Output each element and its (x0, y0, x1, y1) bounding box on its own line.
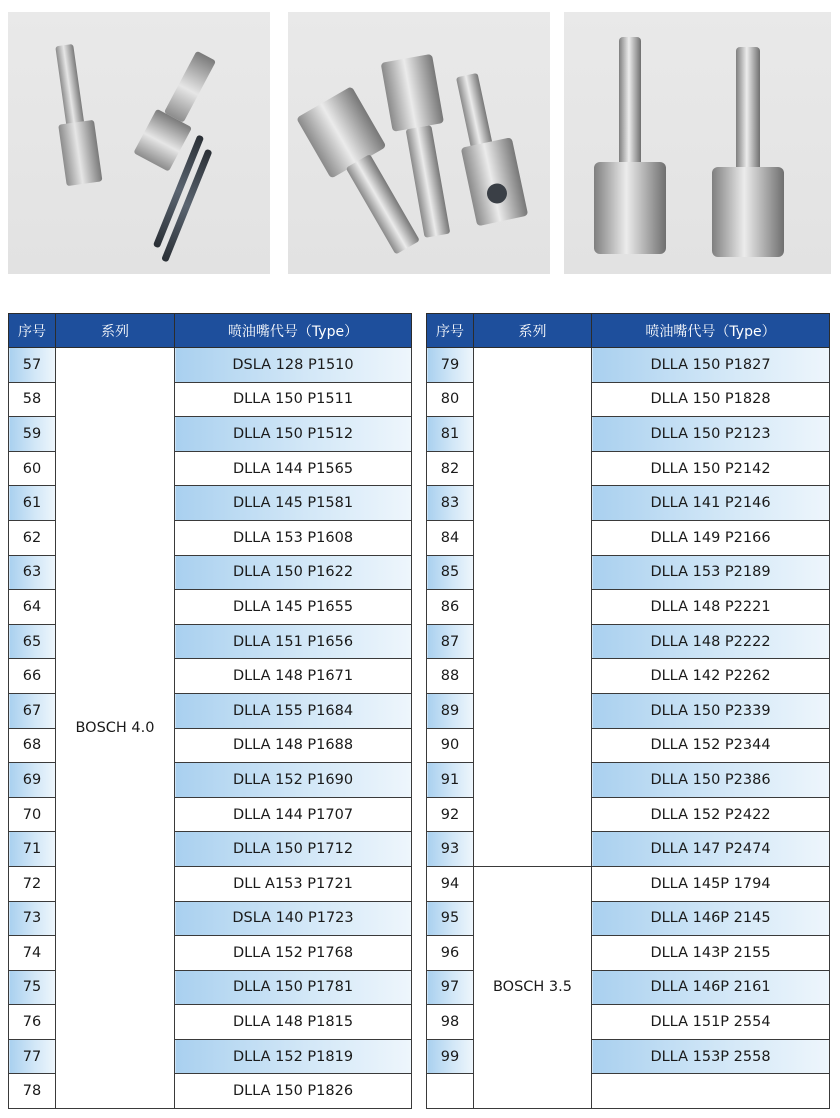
row-number: 98 (427, 1005, 474, 1040)
nozzle-type: DLLA 150 P1712 (175, 832, 412, 867)
row-number: 95 (427, 901, 474, 936)
nozzle-type: DLLA 155 P1684 (175, 693, 412, 728)
table-header-row (427, 314, 830, 348)
row-number: 67 (9, 693, 56, 728)
row-number: 78 (9, 1074, 56, 1109)
series-cell: BOSCH 4.0 (56, 348, 175, 1109)
row-number: 97 (427, 970, 474, 1005)
row-number: 92 (427, 797, 474, 832)
nozzle-illustration (288, 12, 550, 274)
table-row (427, 866, 830, 901)
product-photo-1 (8, 12, 270, 274)
row-number: 63 (9, 555, 56, 590)
nozzle-table-left (8, 313, 412, 1109)
row-number: 69 (9, 763, 56, 798)
nozzle-type: DLLA 148 P2222 (592, 624, 830, 659)
row-number: 88 (427, 659, 474, 694)
nozzle-type: DLLA 146P 2161 (592, 970, 830, 1005)
nozzle-type: DLLA 148 P1688 (175, 728, 412, 763)
row-number: 83 (427, 486, 474, 521)
row-number: 86 (427, 590, 474, 625)
nozzle-type: DLLA 150 P2386 (592, 763, 830, 798)
nozzle-type: DLLA 151P 2554 (592, 1005, 830, 1040)
nozzle-type: DLLA 152 P1819 (175, 1039, 412, 1074)
empty-cell (427, 1074, 474, 1109)
nozzle-table-right (426, 313, 830, 1109)
nozzle-type: DLLA 141 P2146 (592, 486, 830, 521)
nozzle-type: DLLA 150 P1781 (175, 970, 412, 1005)
row-number: 59 (9, 417, 56, 452)
table-row (427, 348, 830, 383)
row-number: 96 (427, 936, 474, 971)
row-number: 82 (427, 451, 474, 486)
row-number: 84 (427, 520, 474, 555)
nozzle-type: DLLA 150 P1827 (592, 348, 830, 383)
nozzle-type: DLLA 150 P1828 (592, 382, 830, 417)
row-number: 60 (9, 451, 56, 486)
header-type: 喷油嘴代号（Type） (592, 314, 830, 348)
nozzle-type: DLLA 142 P2262 (592, 659, 830, 694)
table-row (9, 348, 412, 383)
row-number: 70 (9, 797, 56, 832)
row-number: 77 (9, 1039, 56, 1074)
nozzle-type: DLLA 151 P1656 (175, 624, 412, 659)
row-number: 68 (9, 728, 56, 763)
row-number: 72 (9, 866, 56, 901)
row-number: 65 (9, 624, 56, 659)
nozzle-type: DLLA 152 P1768 (175, 936, 412, 971)
row-number: 80 (427, 382, 474, 417)
nozzle-illustration (564, 12, 831, 274)
nozzle-type: DLLA 145 P1655 (175, 590, 412, 625)
nozzle-type: DLLA 148 P2221 (592, 590, 830, 625)
row-number: 89 (427, 693, 474, 728)
product-photo-3 (564, 12, 831, 274)
nozzle-type: DLL A153 P1721 (175, 866, 412, 901)
nozzle-type: DLLA 145P 1794 (592, 866, 830, 901)
header-series: 系列 (474, 314, 592, 348)
nozzle-type: DLLA 150 P1826 (175, 1074, 412, 1109)
nozzle-type: DLLA 150 P2142 (592, 451, 830, 486)
nozzle-illustration (8, 12, 270, 274)
header-type: 喷油嘴代号（Type） (175, 314, 412, 348)
row-number: 90 (427, 728, 474, 763)
row-number: 81 (427, 417, 474, 452)
row-number: 58 (9, 382, 56, 417)
nozzle-type: DLLA 145 P1581 (175, 486, 412, 521)
row-number: 73 (9, 901, 56, 936)
row-number: 75 (9, 970, 56, 1005)
nozzle-type: DLLA 152 P2344 (592, 728, 830, 763)
row-number: 71 (9, 832, 56, 867)
header-series: 系列 (56, 314, 175, 348)
row-number: 57 (9, 348, 56, 383)
nozzle-type: DLLA 152 P1690 (175, 763, 412, 798)
series-cell-empty (474, 348, 592, 867)
nozzle-type: DLLA 149 P2166 (592, 520, 830, 555)
nozzle-type: DLLA 153 P1608 (175, 520, 412, 555)
nozzle-type: DLLA 152 P2422 (592, 797, 830, 832)
nozzle-type: DLLA 153 P2189 (592, 555, 830, 590)
nozzle-type: DLLA 148 P1815 (175, 1005, 412, 1040)
header-index: 序号 (427, 314, 474, 348)
nozzle-type: DSLA 128 P1510 (175, 348, 412, 383)
header-index: 序号 (9, 314, 56, 348)
row-number: 79 (427, 348, 474, 383)
nozzle-type: DLLA 150 P2339 (592, 693, 830, 728)
nozzle-type: DLLA 144 P1565 (175, 451, 412, 486)
empty-cell (592, 1074, 830, 1109)
nozzle-type: DSLA 140 P1723 (175, 901, 412, 936)
nozzle-type: DLLA 147 P2474 (592, 832, 830, 867)
nozzle-type: DLLA 150 P1512 (175, 417, 412, 452)
row-number: 91 (427, 763, 474, 798)
nozzle-type: DLLA 144 P1707 (175, 797, 412, 832)
row-number: 61 (9, 486, 56, 521)
row-number: 87 (427, 624, 474, 659)
row-number: 66 (9, 659, 56, 694)
row-number: 76 (9, 1005, 56, 1040)
series-cell: BOSCH 3.5 (474, 866, 592, 1108)
nozzle-type: DLLA 150 P1511 (175, 382, 412, 417)
table-header-row (9, 314, 412, 348)
row-number: 99 (427, 1039, 474, 1074)
row-number: 74 (9, 936, 56, 971)
row-number: 62 (9, 520, 56, 555)
nozzle-type: DLLA 143P 2155 (592, 936, 830, 971)
nozzle-type: DLLA 150 P2123 (592, 417, 830, 452)
nozzle-type: DLLA 153P 2558 (592, 1039, 830, 1074)
row-number: 93 (427, 832, 474, 867)
nozzle-type: DLLA 148 P1671 (175, 659, 412, 694)
row-number: 64 (9, 590, 56, 625)
product-photo-2 (288, 12, 550, 274)
nozzle-type: DLLA 150 P1622 (175, 555, 412, 590)
row-number: 94 (427, 866, 474, 901)
nozzle-type: DLLA 146P 2145 (592, 901, 830, 936)
row-number: 85 (427, 555, 474, 590)
